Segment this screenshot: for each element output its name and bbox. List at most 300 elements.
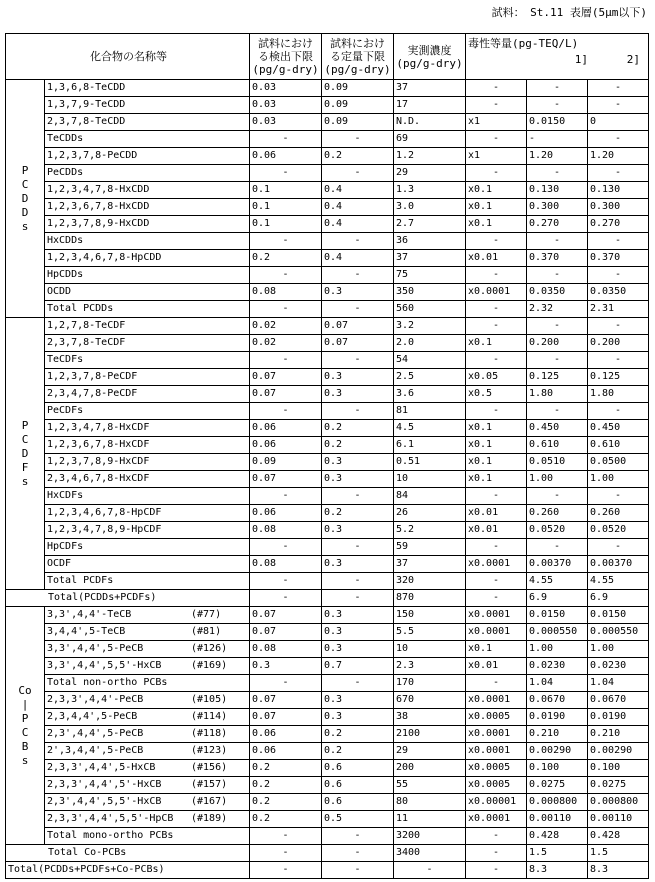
tef-cell: x0.1 [466, 182, 527, 199]
teq2-cell: 0.00370 [588, 556, 649, 573]
table-row [6, 318, 649, 335]
grand-total-row [6, 862, 649, 879]
quant-limit-cell: 0.4 [322, 199, 394, 216]
compound-name-cell [45, 454, 250, 471]
teq2-cell: 1.80 [588, 386, 649, 403]
teq1-cell: 0.210 [527, 726, 588, 743]
teq1-cell: 0.0230 [527, 658, 588, 675]
measured-cell: 670 [394, 692, 466, 709]
table-row [6, 131, 649, 148]
compound-name-cell [45, 80, 250, 97]
measured-cell: 81 [394, 403, 466, 420]
table-row [6, 522, 649, 539]
teq1-cell: 0.0350 [527, 284, 588, 301]
compound-name-cell [45, 641, 250, 658]
compound-name: 2,3,3',4,4'-PeCB [47, 694, 144, 705]
compound-name: PeCDDs [47, 167, 84, 178]
detection-limit-cell: 0.07 [250, 471, 322, 488]
detection-limit-cell: 0.06 [250, 726, 322, 743]
compound-name-cell [45, 556, 250, 573]
teq1-cell: 0.300 [527, 199, 588, 216]
measured-cell: 54 [394, 352, 466, 369]
teq1-cell: 0.428 [527, 828, 588, 845]
compound-name: 1,3,6,8-TeCDD [47, 82, 126, 93]
measured-cell: - [394, 862, 466, 879]
compound-name: 3,3',4,4'-TeCB [47, 609, 132, 620]
compound-name-cell [45, 97, 250, 114]
teq2-cell: 8.3 [588, 862, 649, 879]
measured-cell: 870 [394, 590, 466, 607]
tef-cell: - [466, 318, 527, 335]
compound-name: OCDF [47, 558, 72, 569]
compound-name: HpCDDs [47, 269, 84, 280]
group-label-char: P [21, 711, 29, 725]
group-label-char: s [21, 219, 29, 233]
teq2-cell: - [588, 233, 649, 250]
compound-name: 1,2,3,7,8,9-HxCDF [47, 456, 150, 467]
detection-limit-cell: 0.09 [250, 454, 322, 471]
table-row [6, 726, 649, 743]
teq1-cell: 0.000550 [527, 624, 588, 641]
measured-cell: 2.3 [394, 658, 466, 675]
tef-cell: - [466, 862, 527, 879]
quant-limit-cell: 0.2 [322, 437, 394, 454]
detection-limit-cell: - [250, 131, 322, 148]
measured-cell: 4.5 [394, 420, 466, 437]
compound-name: 3,3',4,4',5,5'-HxCB [47, 660, 162, 671]
group-label-char: D [21, 446, 29, 460]
header-detection-limit-line2: る検出下限 [258, 50, 313, 63]
compound-name: 1,2,3,7,8-PeCDF [47, 371, 138, 382]
compound-name: TeCDDs [47, 133, 84, 144]
compound-name-cell [45, 624, 250, 641]
detection-limit-cell: - [250, 488, 322, 505]
teq1-cell: 0.00370 [527, 556, 588, 573]
tef-cell: x1 [466, 148, 527, 165]
detection-limit-cell: - [250, 845, 322, 862]
header-teq-title: 毒性等量(pg-TEQ/L) [468, 37, 579, 50]
table-row [6, 114, 649, 131]
tef-cell: - [466, 539, 527, 556]
iupac-number: (#123) [191, 745, 228, 756]
table-row [6, 488, 649, 505]
header-measured [394, 34, 466, 80]
table-row [6, 284, 649, 301]
table-row [6, 97, 649, 114]
detection-limit-cell: - [250, 301, 322, 318]
table-row [6, 709, 649, 726]
compound-name-cell [45, 505, 250, 522]
table-row [6, 250, 649, 267]
teq1-cell: 0.00110 [527, 811, 588, 828]
table-row [6, 573, 649, 590]
compound-name: 2,3',4,4',5-PeCB [47, 728, 144, 739]
teq1-cell: - [527, 165, 588, 182]
measured-cell: 2.5 [394, 369, 466, 386]
teq2-cell: 0.0275 [588, 777, 649, 794]
measured-cell: 38 [394, 709, 466, 726]
total-name-cell: Total(PCDDs+PCDFs) [6, 590, 250, 607]
quant-limit-cell: - [322, 573, 394, 590]
teq2-cell: 0.000550 [588, 624, 649, 641]
compound-name-cell [45, 760, 250, 777]
tef-cell: x0.1 [466, 471, 527, 488]
quant-limit-cell: 0.3 [322, 454, 394, 471]
teq1-cell: - [527, 97, 588, 114]
teq2-cell: 2.31 [588, 301, 649, 318]
compound-name: 2,3,3',4,4',5,5'-HpCB [47, 813, 174, 824]
table-row [6, 386, 649, 403]
tef-cell: - [466, 828, 527, 845]
measured-cell: 75 [394, 267, 466, 284]
detection-limit-cell: - [250, 352, 322, 369]
teq1-cell: 0.0150 [527, 114, 588, 131]
measured-cell: 320 [394, 573, 466, 590]
teq2-cell: 0.450 [588, 420, 649, 437]
group-label-char: D [21, 191, 29, 205]
teq1-cell: 0.200 [527, 335, 588, 352]
compound-name-cell [45, 318, 250, 335]
table-row [6, 352, 649, 369]
quant-limit-cell: 0.3 [322, 692, 394, 709]
tef-cell: - [466, 403, 527, 420]
quant-limit-cell: 0.2 [322, 505, 394, 522]
table-row [6, 267, 649, 284]
tef-cell: x0.0001 [466, 624, 527, 641]
detection-limit-cell: 0.02 [250, 335, 322, 352]
teq1-cell: 0.610 [527, 437, 588, 454]
compound-name-cell [45, 743, 250, 760]
compound-name: 2,3,4,6,7,8-HxCDF [47, 473, 150, 484]
detection-limit-cell: - [250, 267, 322, 284]
quant-limit-cell: - [322, 403, 394, 420]
detection-limit-cell: - [250, 675, 322, 692]
compound-name: 2,3,7,8-TeCDF [47, 337, 126, 348]
iupac-number: (#77) [191, 609, 222, 620]
tef-cell: x1 [466, 114, 527, 131]
teq2-cell: 0.260 [588, 505, 649, 522]
header-quant-limit-line3: (pg/g-dry) [324, 63, 391, 76]
compound-name: 1,2,3,4,6,7,8-HpCDF [47, 507, 162, 518]
group-label-char: C [21, 432, 29, 446]
table-row [6, 675, 649, 692]
group-label-pcdfs [6, 318, 45, 590]
group-label-copcbs [6, 607, 45, 845]
measured-cell: 59 [394, 539, 466, 556]
table-row [6, 624, 649, 641]
detection-limit-cell: 0.1 [250, 182, 322, 199]
detection-limit-cell: 0.07 [250, 386, 322, 403]
compound-name: OCDD [47, 286, 72, 297]
measured-cell: 55 [394, 777, 466, 794]
tef-cell: - [466, 131, 527, 148]
quant-limit-cell: 0.09 [322, 80, 394, 97]
table-row [6, 505, 649, 522]
compound-name: 3,4,4',5-TeCB [47, 626, 126, 637]
teq1-cell: 0.0275 [527, 777, 588, 794]
teq1-cell: 1.20 [527, 148, 588, 165]
detection-limit-cell: - [250, 862, 322, 879]
compound-name: 1,2,3,4,7,8-HxCDD [47, 184, 150, 195]
tef-cell: x0.0001 [466, 556, 527, 573]
table-row [6, 692, 649, 709]
table-row [6, 641, 649, 658]
header-measured-line1: 実測濃度 [407, 43, 452, 57]
compound-name: 1,2,3,7,8-PeCDD [47, 150, 138, 161]
compound-name-cell [45, 131, 250, 148]
compound-name-cell [45, 182, 250, 199]
header-quant-limit-line2: る定量下限 [330, 50, 385, 63]
compound-name: HxCDFs [47, 490, 84, 501]
teq1-cell: 2.32 [527, 301, 588, 318]
detection-limit-cell: - [250, 233, 322, 250]
teq2-cell: 0.125 [588, 369, 649, 386]
teq1-cell: 1.00 [527, 641, 588, 658]
quant-limit-cell: 0.5 [322, 811, 394, 828]
teq2-cell: - [588, 165, 649, 182]
measured-cell: 3.2 [394, 318, 466, 335]
compound-name-cell [45, 573, 250, 590]
measured-cell: 37 [394, 250, 466, 267]
measured-cell: 3400 [394, 845, 466, 862]
detection-limit-cell: 0.06 [250, 743, 322, 760]
table-row [6, 828, 649, 845]
teq2-cell: 0.00110 [588, 811, 649, 828]
compound-name-cell [45, 148, 250, 165]
teq1-cell: 0.0510 [527, 454, 588, 471]
teq2-cell: 0.428 [588, 828, 649, 845]
detection-limit-cell: 0.2 [250, 760, 322, 777]
teq2-cell: - [588, 97, 649, 114]
measured-cell: 11 [394, 811, 466, 828]
measured-cell: 84 [394, 488, 466, 505]
table-body [6, 80, 649, 879]
quant-limit-cell: 0.3 [322, 556, 394, 573]
teq1-cell: 0.260 [527, 505, 588, 522]
teq1-cell: - [527, 131, 588, 148]
detection-limit-cell: 0.03 [250, 80, 322, 97]
teq1-cell: 0.0150 [527, 607, 588, 624]
teq2-cell: 0.100 [588, 760, 649, 777]
compound-name-cell [45, 114, 250, 131]
tef-cell: - [466, 97, 527, 114]
quant-limit-cell: 0.07 [322, 335, 394, 352]
measured-cell: 17 [394, 97, 466, 114]
tef-cell: x0.5 [466, 386, 527, 403]
measured-cell: 26 [394, 505, 466, 522]
detection-limit-cell: 0.07 [250, 369, 322, 386]
tef-cell: - [466, 845, 527, 862]
table-row [6, 301, 649, 318]
teq1-cell: - [527, 488, 588, 505]
quant-limit-cell: - [322, 233, 394, 250]
compound-name: 3,3',4,4',5-PeCB [47, 643, 144, 654]
compound-name-cell [45, 692, 250, 709]
measured-cell: 37 [394, 556, 466, 573]
iupac-number: (#169) [191, 660, 228, 671]
header-teq-1: 1] [574, 53, 589, 66]
teq2-cell: - [588, 267, 649, 284]
header-teq [466, 34, 649, 80]
tef-cell: x0.1 [466, 335, 527, 352]
compound-name-cell [45, 335, 250, 352]
teq2-cell: 1.00 [588, 641, 649, 658]
teq2-cell: 0.130 [588, 182, 649, 199]
teq2-cell: 1.20 [588, 148, 649, 165]
measured-cell: 5.2 [394, 522, 466, 539]
measured-cell: 2.7 [394, 216, 466, 233]
teq2-cell: - [588, 352, 649, 369]
measured-cell: 6.1 [394, 437, 466, 454]
compound-name: 1,2,3,4,7,8-HxCDF [47, 422, 150, 433]
tef-cell: - [466, 165, 527, 182]
quant-limit-cell: 0.2 [322, 726, 394, 743]
quant-limit-cell: 0.2 [322, 420, 394, 437]
compound-name: 2,3',4,4',5,5'-HxCB [47, 796, 162, 807]
header-detection-limit [250, 34, 322, 80]
detection-limit-cell: 0.1 [250, 216, 322, 233]
quant-limit-cell: 0.3 [322, 624, 394, 641]
group-label-char: D [21, 205, 29, 219]
table-row [6, 165, 649, 182]
teq1-cell: 0.270 [527, 216, 588, 233]
detection-limit-cell: 0.2 [250, 777, 322, 794]
detection-limit-cell: 0.08 [250, 556, 322, 573]
measured-cell: 3200 [394, 828, 466, 845]
quant-limit-cell: - [322, 165, 394, 182]
measured-cell: 5.5 [394, 624, 466, 641]
compound-name-cell [45, 539, 250, 556]
detection-limit-cell: 0.07 [250, 624, 322, 641]
tef-cell: - [466, 301, 527, 318]
header-teq-2: 2] [626, 53, 641, 66]
iupac-number: (#157) [191, 779, 228, 790]
detection-limit-cell: - [250, 828, 322, 845]
teq2-cell: 4.55 [588, 573, 649, 590]
teq2-cell: - [588, 131, 649, 148]
quant-limit-cell: 0.3 [322, 607, 394, 624]
tef-cell: x0.0005 [466, 709, 527, 726]
detection-limit-cell: 0.2 [250, 250, 322, 267]
table-row [6, 199, 649, 216]
tef-cell: x0.1 [466, 199, 527, 216]
group-label-char: P [21, 418, 29, 432]
compound-name-cell [45, 267, 250, 284]
tef-cell: x0.1 [466, 641, 527, 658]
header-measured-line2: (pg/g-dry) [396, 56, 463, 70]
teq1-cell: 1.00 [527, 471, 588, 488]
measured-cell: 1.3 [394, 182, 466, 199]
teq1-cell: - [527, 80, 588, 97]
compound-name: 2',3,4,4',5-PeCB [47, 745, 144, 756]
tef-cell: x0.01 [466, 522, 527, 539]
teq1-cell: - [527, 318, 588, 335]
measured-cell: 3.0 [394, 199, 466, 216]
table-row [6, 182, 649, 199]
compound-name: Total PCDFs [47, 575, 114, 586]
teq2-cell: 0.0670 [588, 692, 649, 709]
compound-name-cell [45, 726, 250, 743]
teq1-cell: 0.370 [527, 250, 588, 267]
group-label-pcdds [6, 80, 45, 318]
table-row [6, 777, 649, 794]
detection-limit-cell: 0.06 [250, 148, 322, 165]
tef-cell: x0.0005 [466, 760, 527, 777]
table-row [6, 760, 649, 777]
table-row [6, 811, 649, 828]
table-row [6, 658, 649, 675]
group-label-char: P [21, 163, 29, 177]
compound-name-cell [45, 301, 250, 318]
group-label-char: Co [18, 683, 32, 697]
tef-cell: x0.0001 [466, 811, 527, 828]
detection-limit-cell: - [250, 573, 322, 590]
quant-limit-cell: 0.7 [322, 658, 394, 675]
teq2-cell: 6.9 [588, 590, 649, 607]
tef-cell: x0.1 [466, 420, 527, 437]
teq2-cell: 0.610 [588, 437, 649, 454]
teq2-cell: 0.300 [588, 199, 649, 216]
detection-limit-cell: - [250, 590, 322, 607]
tef-cell: - [466, 573, 527, 590]
tef-cell: x0.1 [466, 216, 527, 233]
teq2-cell: 0 [588, 114, 649, 131]
quant-limit-cell: - [322, 301, 394, 318]
compound-name: 1,2,3,4,7,8,9-HpCDF [47, 524, 162, 535]
table-row [6, 335, 649, 352]
compound-name-cell [45, 471, 250, 488]
teq1-cell: 8.3 [527, 862, 588, 879]
quant-limit-cell: 0.4 [322, 182, 394, 199]
teq1-cell: 0.0670 [527, 692, 588, 709]
table-row [6, 148, 649, 165]
detection-limit-cell: 0.3 [250, 658, 322, 675]
table-row [6, 369, 649, 386]
quant-limit-cell: - [322, 352, 394, 369]
compound-name-cell [45, 216, 250, 233]
quant-limit-cell: 0.4 [322, 216, 394, 233]
measured-cell: 350 [394, 284, 466, 301]
detection-limit-cell: 0.02 [250, 318, 322, 335]
table-row [6, 403, 649, 420]
tef-cell: x0.00001 [466, 794, 527, 811]
teq2-cell: 0.0190 [588, 709, 649, 726]
total-name-cell: Total(PCDDs+PCDFs+Co-PCBs) [6, 862, 250, 879]
table-row [6, 437, 649, 454]
compound-name: 2,3,4,7,8-PeCDF [47, 388, 138, 399]
tef-cell: - [466, 590, 527, 607]
table-row [6, 454, 649, 471]
detection-limit-cell: 0.08 [250, 284, 322, 301]
tef-cell: x0.01 [466, 658, 527, 675]
teq1-cell: 0.130 [527, 182, 588, 199]
compound-name-cell [45, 488, 250, 505]
compound-name: 1,2,3,6,7,8-HxCDF [47, 439, 150, 450]
compound-name: 1,3,7,9-TeCDD [47, 99, 126, 110]
teq1-cell: 4.55 [527, 573, 588, 590]
teq2-cell: 0.210 [588, 726, 649, 743]
teq1-cell: 0.0190 [527, 709, 588, 726]
iupac-number: (#126) [191, 643, 228, 654]
teq2-cell: - [588, 318, 649, 335]
teq1-cell: 0.000800 [527, 794, 588, 811]
table-row [6, 794, 649, 811]
tef-cell: x0.0001 [466, 743, 527, 760]
detection-limit-cell: 0.08 [250, 522, 322, 539]
detection-limit-cell: 0.03 [250, 97, 322, 114]
measured-cell: 10 [394, 641, 466, 658]
table-row [6, 539, 649, 556]
